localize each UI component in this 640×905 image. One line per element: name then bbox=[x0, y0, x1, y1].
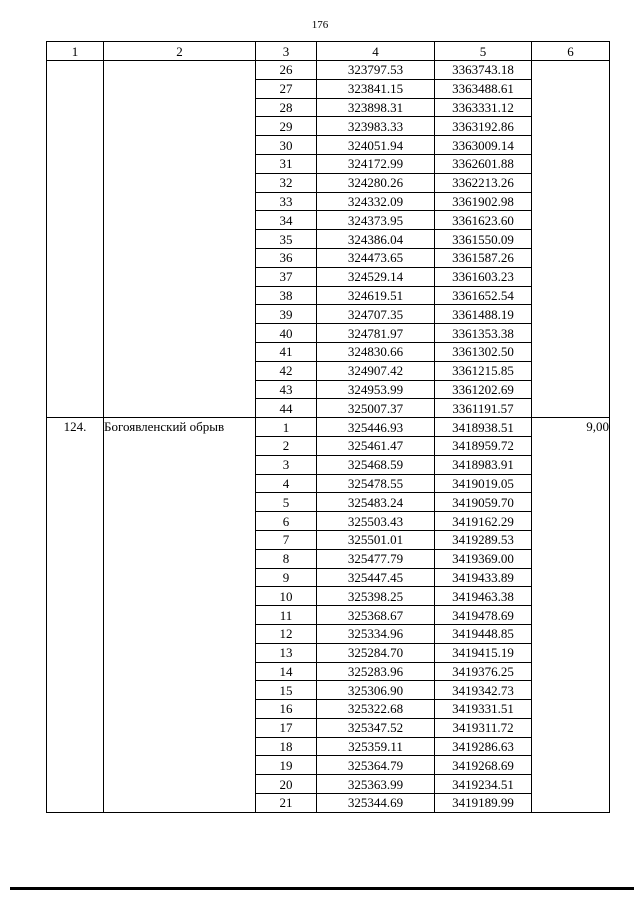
coordinate-x: 324172.99 bbox=[317, 154, 435, 173]
coordinate-y: 3361353.38 bbox=[435, 324, 532, 343]
point-number: 33 bbox=[256, 192, 317, 211]
point-number: 28 bbox=[256, 98, 317, 117]
coordinate-x: 325359.11 bbox=[317, 737, 435, 756]
coordinate-x: 324386.04 bbox=[317, 230, 435, 249]
point-number: 12 bbox=[256, 624, 317, 643]
coordinate-x: 325344.69 bbox=[317, 794, 435, 813]
coordinate-y: 3361191.57 bbox=[435, 399, 532, 418]
point-number: 37 bbox=[256, 267, 317, 286]
coordinate-x: 325368.67 bbox=[317, 606, 435, 625]
point-number: 20 bbox=[256, 775, 317, 794]
coordinate-x: 325363.99 bbox=[317, 775, 435, 794]
header-col-5: 5 bbox=[435, 42, 532, 61]
coordinate-x: 325461.47 bbox=[317, 436, 435, 455]
coordinate-x: 325283.96 bbox=[317, 662, 435, 681]
coordinate-x: 325284.70 bbox=[317, 643, 435, 662]
point-number: 8 bbox=[256, 549, 317, 568]
point-number: 27 bbox=[256, 79, 317, 98]
point-number: 35 bbox=[256, 230, 317, 249]
coordinate-y: 3418959.72 bbox=[435, 436, 532, 455]
object-124-number: 124. bbox=[47, 418, 104, 813]
coordinate-y: 3419376.25 bbox=[435, 662, 532, 681]
coordinate-y: 3419286.63 bbox=[435, 737, 532, 756]
point-number: 29 bbox=[256, 117, 317, 136]
header-col-1: 1 bbox=[47, 42, 104, 61]
coordinate-y: 3361202.69 bbox=[435, 380, 532, 399]
coordinate-y: 3363331.12 bbox=[435, 98, 532, 117]
point-number: 44 bbox=[256, 399, 317, 418]
coordinate-x: 325468.59 bbox=[317, 455, 435, 474]
coordinate-y: 3363192.86 bbox=[435, 117, 532, 136]
page-number: 176 bbox=[311, 19, 329, 31]
coordinate-x: 325477.79 bbox=[317, 549, 435, 568]
table-body bbox=[47, 61, 610, 813]
coordinate-x: 325322.68 bbox=[317, 700, 435, 719]
table-row bbox=[47, 418, 610, 437]
coordinate-x: 325364.79 bbox=[317, 756, 435, 775]
point-number: 6 bbox=[256, 512, 317, 531]
coordinate-x: 325483.24 bbox=[317, 493, 435, 512]
point-number: 17 bbox=[256, 718, 317, 737]
point-number: 34 bbox=[256, 211, 317, 230]
point-number: 41 bbox=[256, 342, 317, 361]
point-number: 3 bbox=[256, 455, 317, 474]
coordinate-y: 3419331.51 bbox=[435, 700, 532, 719]
coordinate-y: 3418938.51 bbox=[435, 418, 532, 437]
point-number: 10 bbox=[256, 587, 317, 606]
coordinate-x: 325398.25 bbox=[317, 587, 435, 606]
coordinate-y: 3361215.85 bbox=[435, 361, 532, 380]
point-number: 26 bbox=[256, 61, 317, 80]
point-number: 13 bbox=[256, 643, 317, 662]
coordinate-x: 325503.43 bbox=[317, 512, 435, 531]
point-number: 7 bbox=[256, 530, 317, 549]
coordinate-x: 323983.33 bbox=[317, 117, 435, 136]
coordinate-y: 3419311.72 bbox=[435, 718, 532, 737]
coordinate-y: 3419478.69 bbox=[435, 606, 532, 625]
coordinate-y: 3361603.23 bbox=[435, 267, 532, 286]
coordinate-y: 3418983.91 bbox=[435, 455, 532, 474]
coordinate-x: 324619.51 bbox=[317, 286, 435, 305]
point-number: 15 bbox=[256, 681, 317, 700]
coordinate-y: 3419448.85 bbox=[435, 624, 532, 643]
coordinate-y: 3363009.14 bbox=[435, 136, 532, 155]
point-number: 14 bbox=[256, 662, 317, 681]
coordinate-y: 3363743.18 bbox=[435, 61, 532, 80]
coordinate-y: 3419342.73 bbox=[435, 681, 532, 700]
header-col-6: 6 bbox=[532, 42, 610, 61]
object-124-area: 9,00 bbox=[532, 418, 610, 813]
point-number: 32 bbox=[256, 173, 317, 192]
coordinate-x: 324830.66 bbox=[317, 342, 435, 361]
coordinates-table bbox=[46, 41, 610, 813]
coordinate-x: 324332.09 bbox=[317, 192, 435, 211]
coordinate-x: 323797.53 bbox=[317, 61, 435, 80]
coordinate-y: 3363488.61 bbox=[435, 79, 532, 98]
coordinate-y: 3361302.50 bbox=[435, 342, 532, 361]
coordinate-y: 3419268.69 bbox=[435, 756, 532, 775]
coordinate-y: 3361902.98 bbox=[435, 192, 532, 211]
coordinate-y: 3362213.26 bbox=[435, 173, 532, 192]
coordinate-x: 325347.52 bbox=[317, 718, 435, 737]
coordinate-x: 324280.26 bbox=[317, 173, 435, 192]
coordinate-x: 325306.90 bbox=[317, 681, 435, 700]
bottom-rule bbox=[10, 887, 634, 890]
coordinate-x: 324529.14 bbox=[317, 267, 435, 286]
coordinate-x: 324373.95 bbox=[317, 211, 435, 230]
point-number: 1 bbox=[256, 418, 317, 437]
coordinate-y: 3419189.99 bbox=[435, 794, 532, 813]
coordinate-y: 3419059.70 bbox=[435, 493, 532, 512]
point-number: 43 bbox=[256, 380, 317, 399]
point-number: 9 bbox=[256, 568, 317, 587]
header-row bbox=[47, 42, 610, 61]
coordinate-y: 3361652.54 bbox=[435, 286, 532, 305]
point-number: 2 bbox=[256, 436, 317, 455]
coordinate-x: 325447.45 bbox=[317, 568, 435, 587]
coordinate-x: 324707.35 bbox=[317, 305, 435, 324]
point-number: 21 bbox=[256, 794, 317, 813]
coordinate-x: 324473.65 bbox=[317, 248, 435, 267]
coordinate-x: 324907.42 bbox=[317, 361, 435, 380]
coordinate-y: 3419369.00 bbox=[435, 549, 532, 568]
coordinate-x: 325334.96 bbox=[317, 624, 435, 643]
point-number: 11 bbox=[256, 606, 317, 625]
point-number: 30 bbox=[256, 136, 317, 155]
table-row bbox=[47, 61, 610, 80]
coordinate-y: 3419463.38 bbox=[435, 587, 532, 606]
coordinate-x: 325478.55 bbox=[317, 474, 435, 493]
header-col-2: 2 bbox=[104, 42, 256, 61]
coordinate-y: 3419289.53 bbox=[435, 530, 532, 549]
continuation-name bbox=[104, 61, 256, 418]
point-number: 16 bbox=[256, 700, 317, 719]
coordinate-y: 3419415.19 bbox=[435, 643, 532, 662]
object-124-name: Богоявленский обрыв bbox=[104, 418, 256, 813]
coordinate-y: 3419234.51 bbox=[435, 775, 532, 794]
point-number: 38 bbox=[256, 286, 317, 305]
header-col-4: 4 bbox=[317, 42, 435, 61]
coordinate-y: 3361623.60 bbox=[435, 211, 532, 230]
point-number: 40 bbox=[256, 324, 317, 343]
continuation-number bbox=[47, 61, 104, 418]
coordinate-y: 3361550.09 bbox=[435, 230, 532, 249]
point-number: 39 bbox=[256, 305, 317, 324]
coordinate-y: 3419162.29 bbox=[435, 512, 532, 531]
coordinate-x: 323841.15 bbox=[317, 79, 435, 98]
point-number: 42 bbox=[256, 361, 317, 380]
coordinate-x: 325446.93 bbox=[317, 418, 435, 437]
coordinate-x: 324953.99 bbox=[317, 380, 435, 399]
coordinate-x: 325501.01 bbox=[317, 530, 435, 549]
coordinate-y: 3362601.88 bbox=[435, 154, 532, 173]
coordinate-x: 323898.31 bbox=[317, 98, 435, 117]
header-col-3: 3 bbox=[256, 42, 317, 61]
point-number: 4 bbox=[256, 474, 317, 493]
continuation-area bbox=[532, 61, 610, 418]
coordinate-y: 3419019.05 bbox=[435, 474, 532, 493]
point-number: 18 bbox=[256, 737, 317, 756]
point-number: 36 bbox=[256, 248, 317, 267]
point-number: 19 bbox=[256, 756, 317, 775]
coordinate-x: 324781.97 bbox=[317, 324, 435, 343]
coordinate-y: 3361488.19 bbox=[435, 305, 532, 324]
coordinate-y: 3361587.26 bbox=[435, 248, 532, 267]
coordinate-y: 3419433.89 bbox=[435, 568, 532, 587]
coordinate-x: 324051.94 bbox=[317, 136, 435, 155]
coordinate-x: 325007.37 bbox=[317, 399, 435, 418]
point-number: 31 bbox=[256, 154, 317, 173]
point-number: 5 bbox=[256, 493, 317, 512]
